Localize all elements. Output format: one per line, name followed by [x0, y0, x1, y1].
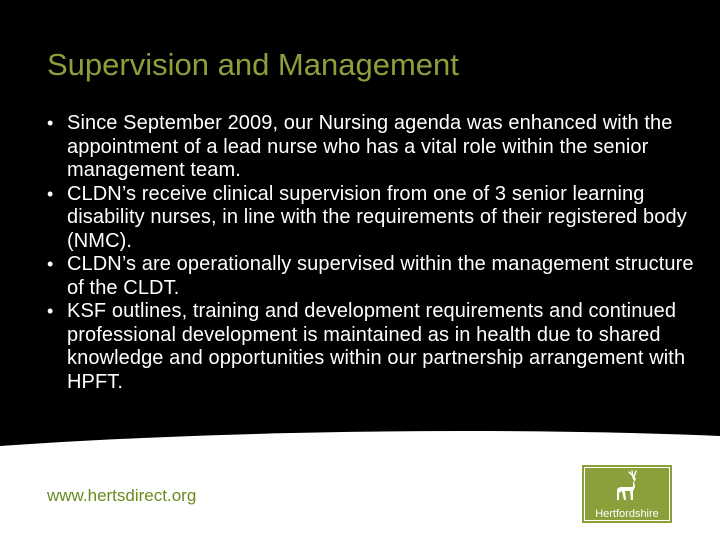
bullet-text: CLDN’s receive clinical supervision from one of 3 senior learning disability nurses, in line with the requirements of their registered body (NMC). [67, 182, 687, 252]
bullet-icon: • [47, 254, 54, 274]
logo-text: Hertfordshire [595, 508, 659, 520]
slide-title: Supervision and Management [47, 47, 459, 82]
bullet-icon: • [47, 183, 54, 204]
hertfordshire-logo [582, 465, 672, 523]
bullet-text: CLDN’s are operationally supervised within the management structure of the CLDT. [67, 253, 694, 299]
bullet-text: Since September 2009, our Nursing agenda was enhanced with the appointment of a lead nurse who has a vital role within the senior management team. [67, 112, 673, 181]
footer-url: www.hertsdirect.org [47, 486, 197, 505]
bullet-text: KSF outlines, training and development requirements and continued professional development is maintained as in health due to shared knowledge and opportunities within our partnership arrangement with HPFT. [67, 300, 686, 393]
bullet-icon: • [47, 113, 54, 133]
stag-icon [612, 469, 642, 501]
bullet-icon: • [47, 301, 54, 321]
